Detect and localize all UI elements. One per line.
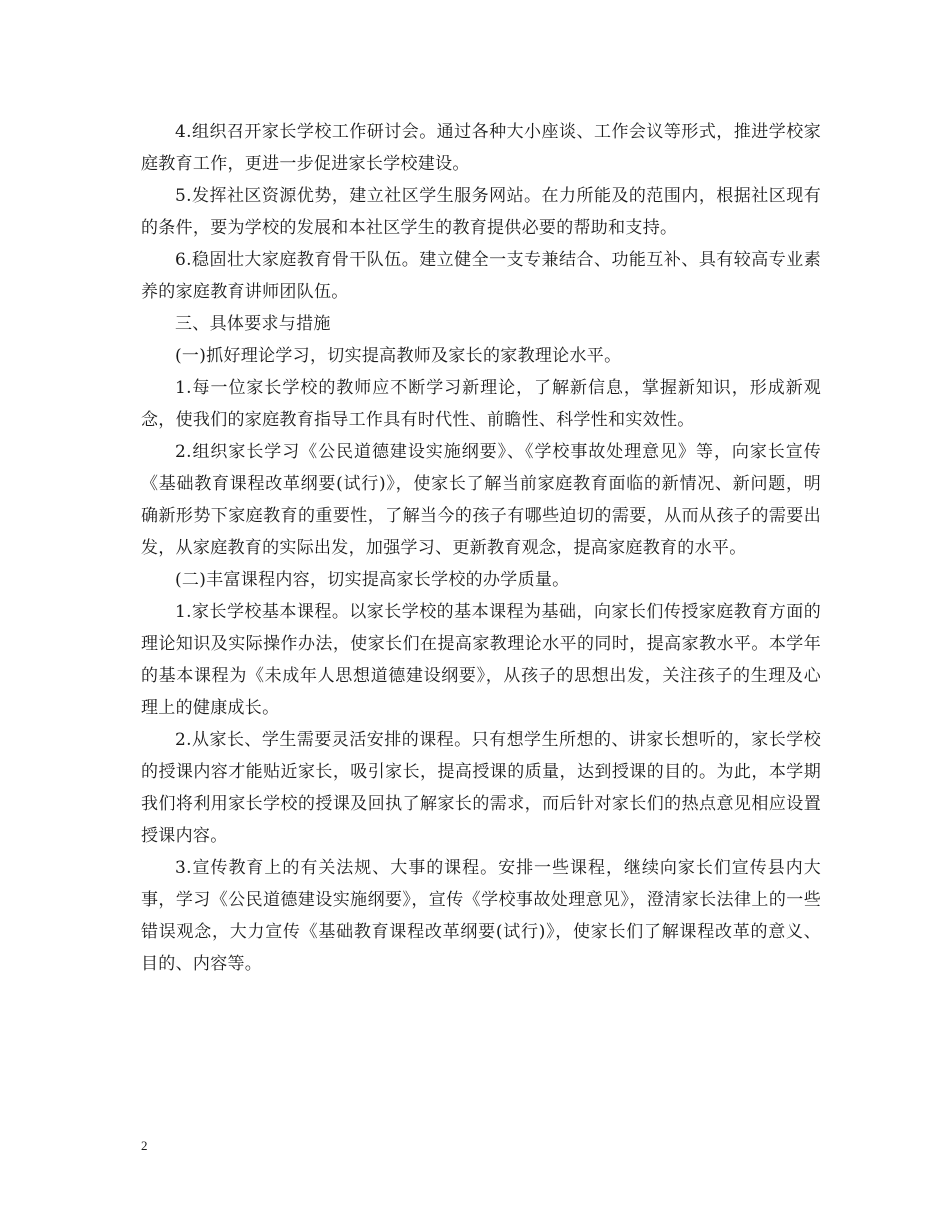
paragraph-curriculum-1: 1.家长学校基本课程。以家长学校的基本课程为基础，向家长们传授家庭教育方面的理论知识及实际操作办法，使家长们在提高家教理论水平的同时，提高家教水平。本学年的基本课程为《未成年人思想道德建设纲要》，从孩子的思想出发，关注孩子的生理及心理上的健康成长。 [141, 602, 821, 718]
subsection-heading-theory: (一)抓好理论学习，切实提高教师及家长的家教理论水平。 [175, 346, 622, 366]
section-heading-requirements: 三、具体要求与措施 [175, 314, 331, 334]
paragraph-curriculum-3: 3.宣传教育上的有关法规、大事的课程。安排一些课程，继续向家长们宣传县内大事，学习《公民道德建设实施纲要》，宣传《学校事故处理意见》，澄清家长法律上的一些错误观念，大力宣传《基础教育课程改革纲要(试行)》，使家长们了解课程改革的意义、目的、内容等。 [141, 858, 821, 974]
paragraph-theory-1: 1.每一位家长学校的教师应不断学习新理论，了解新信息，掌握新知识，形成新观念，使我们的家庭教育指导工作具有时代性、前瞻性、科学性和实效性。 [141, 378, 821, 430]
document-body [141, 116, 821, 980]
paragraph-curriculum-2: 2.从家长、学生需要灵活安排的课程。只有想学生所想的、讲家长想听的，家长学校的授课内容才能贴近家长，吸引家长，提高授课的质量，达到授课的目的。为此，本学期我们将利用家长学校的授课及回执了解家长的需求，而后针对家长们的热点意见相应设置授课内容。 [141, 730, 821, 846]
page-number: 2 [141, 1138, 148, 1153]
subsection-heading-curriculum: (二)丰富课程内容，切实提高家长学校的办学质量。 [175, 570, 570, 590]
paragraph-theory-2: 2.组织家长学习《公民道德建设实施纲要》、《学校事故处理意见》等，向家长宣传《基础教育课程改革纲要(试行)》，使家长了解当前家庭教育面临的新情况、新问题，明确新形势下家庭教育的重要性，了解当今的孩子有哪些迫切的需要，从而从孩子的需要出发，从家庭教育的实际出发，加强学习、更新教育观念，提高家庭教育的水平。 [141, 442, 821, 558]
paragraph-item-5: 5.发挥社区资源优势，建立社区学生服务网站。在力所能及的范围内，根据社区现有的条件，要为学校的发展和本社区学生的教育提供必要的帮助和支持。 [141, 186, 821, 238]
paragraph-item-4: 4.组织召开家长学校工作研讨会。通过各种大小座谈、工作会议等形式，推进学校家庭教育工作，更进一步促进家长学校建设。 [141, 122, 821, 174]
paragraph-item-6: 6.稳固壮大家庭教育骨干队伍。建立健全一支专兼结合、功能互补、具有较高专业素养的家庭教育讲师团队伍。 [141, 250, 821, 302]
